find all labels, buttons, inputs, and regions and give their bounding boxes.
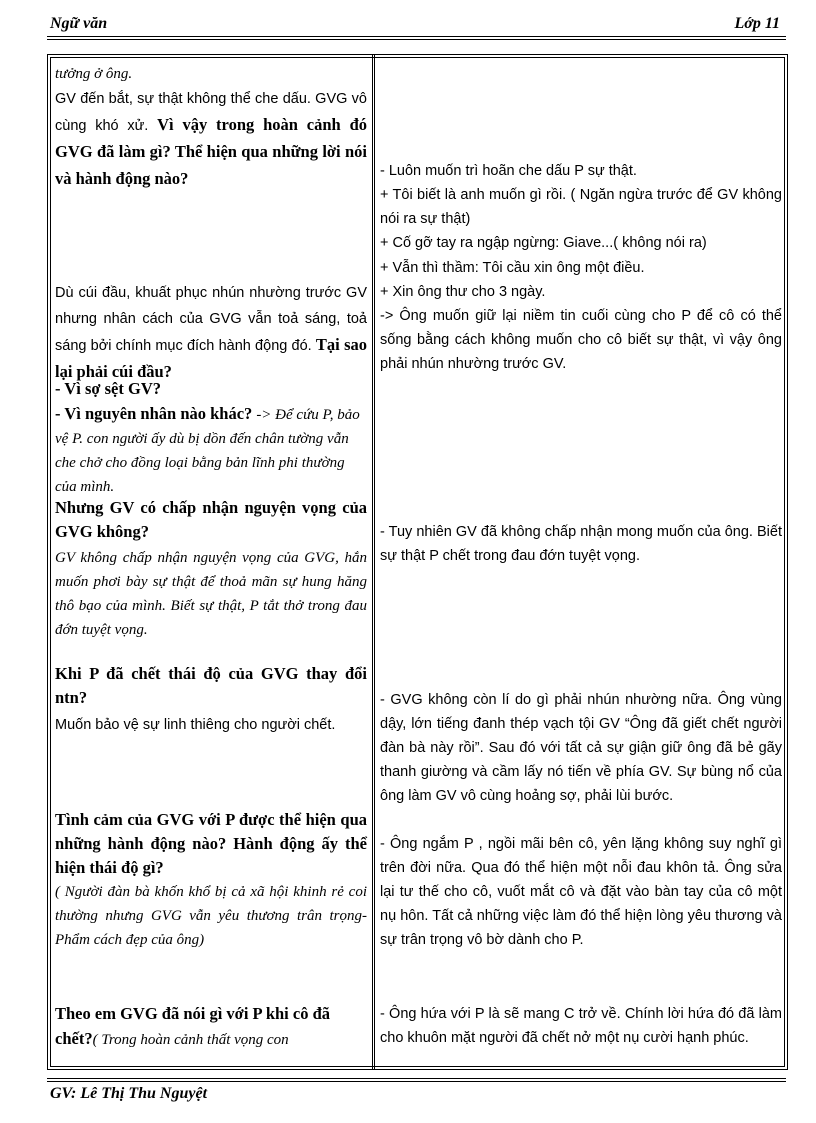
right-delay-truth: - Luôn muốn trì hoãn che dấu P sự thật. <box>380 163 637 179</box>
left-paragraph-1: GV đến bắt, sự thật không thể che dấu. GVG vô cùng khó xử. Vì vậy trong hoàn cảnh đó GVG đã làm gì? Thể hiện qua những lời nói và hành động nào? <box>55 91 368 188</box>
footer-rule <box>47 1078 786 1082</box>
left-note-feelings: ( Người đàn bà khốn khổ bị cả xã hội khinh rẻ coi thường nhưng GVG vẫn yêu thương trân trọng- Phẩm cách đẹp của ông) <box>55 884 367 948</box>
left-continuation-text: tưởng ở ông. <box>55 66 133 82</box>
left-question-attitude: Khi P đã chết thái độ của GVG thay đổi ntn? <box>55 664 367 707</box>
left-question-feelings: Tình cảm của GVG với P được thể hiện qua những hành động nào? Hành động ấy thể hiện thái độ gì? <box>55 810 367 877</box>
left-question-words: Theo em GVG đã nói gì với P khi cô đã chết?( Trong hoàn cảnh thất vọng con <box>55 1004 331 1048</box>
header-rule <box>47 36 786 40</box>
header-grade: Lớp 11 <box>734 15 780 32</box>
left-question-fear: - Vì sợ sệt GV? <box>55 379 161 398</box>
column-divider <box>372 54 375 1070</box>
right-point-whisper: + Vẫn thì thầm: Tôi cầu xin ông một điều. <box>380 260 645 276</box>
header-subject: Ngữ văn <box>50 15 108 32</box>
left-question-reason: - Vì nguyên nhân nào khác? -> Để cứu P, bảo vệ P. con người ấy dù bị dồn đến chân tường vẫn che chở cho đồng loại bằng bản lĩnh phi thường của mình. <box>55 404 360 495</box>
right-valjean-grief: - Ông ngắm P , ngồi mãi bên cô, yên lặng không suy nghĩ gì trên đời nữa. Qua đó thể hiện một nỗi đau khôn tả. Ông sửa lại tư thế cho cô, vuốt mắt cô và đặt vào bàn tay của cô một nụ hôn. Tất cả những việc làm đó thể hiện lòng yêu thương và sự trân trọng vô bờ dành cho P. <box>380 836 782 948</box>
right-point-hesitate: + Cố gỡ tay ra ngập ngừng: Giave...( không nói ra) <box>380 235 707 251</box>
left-question-accept: Nhưng GV có chấp nhận nguyện vọng của GVG không? <box>55 498 367 541</box>
right-valjean-rises: - GVG không còn lí do gì phải nhún nhường nữa. Ông vùng dậy, lớn tiếng đanh thép vạch tội GV “Ông đã giết chết người đàn bà này rồi”. Sau đó với tất cả sự giận giữ ông đã bẻ gãy thanh giường và cầm lấy nó tiến về phía GV. Sự bùng nổ của ông làm GV vô cùng hoảng sợ, phải lùi bước. <box>380 692 782 804</box>
right-point-know: + Tôi biết là anh muốn gì rồi. ( Ngăn ngừa trước để GV không nói ra sự thật) <box>380 187 782 227</box>
right-conclusion-faith: -> Ông muốn giữ lại niềm tin cuối cùng cho P để cô có thể sống bằng cách không muốn cho cô biết sự thật, vì vậy ông phải nhún nhường trước GV. <box>380 308 782 372</box>
left-answer-attitude: Muốn bảo vệ sự linh thiêng cho người chết. <box>55 717 336 733</box>
right-point-three-days: + Xin ông thư cho 3 ngày. <box>380 284 546 300</box>
right-promise: - Ông hứa với P là sẽ mang C trở về. Chính lời hứa đó đã làm cho khuôn mặt người đã chết nở một nụ cười hạnh phúc. <box>380 1006 782 1046</box>
right-javert-refuses: - Tuy nhiên GV đã không chấp nhận mong muốn của ông. Biết sự thật P chết trong đau đớn tuyệt vọng. <box>380 524 782 564</box>
footer-teacher: GV: Lê Thị Thu Nguyệt <box>50 1085 208 1102</box>
left-paragraph-2: Dù cúi đầu, khuất phục nhún nhường trước GV nhưng nhân cách của GVG vẫn toả sáng, toả sáng bởi chính mục đích hành động đó. Tại sao lại phải cúi đầu? <box>55 285 367 381</box>
left-answer-accept: GV không chấp nhận nguyện vọng của GVG, hắn muốn phơi bày sự thật để thoả mãn sự hung hăng thô bạo của mình. Biết sự thật, P tắt thở trong đau đớn tuyệt vọng. <box>55 550 367 638</box>
